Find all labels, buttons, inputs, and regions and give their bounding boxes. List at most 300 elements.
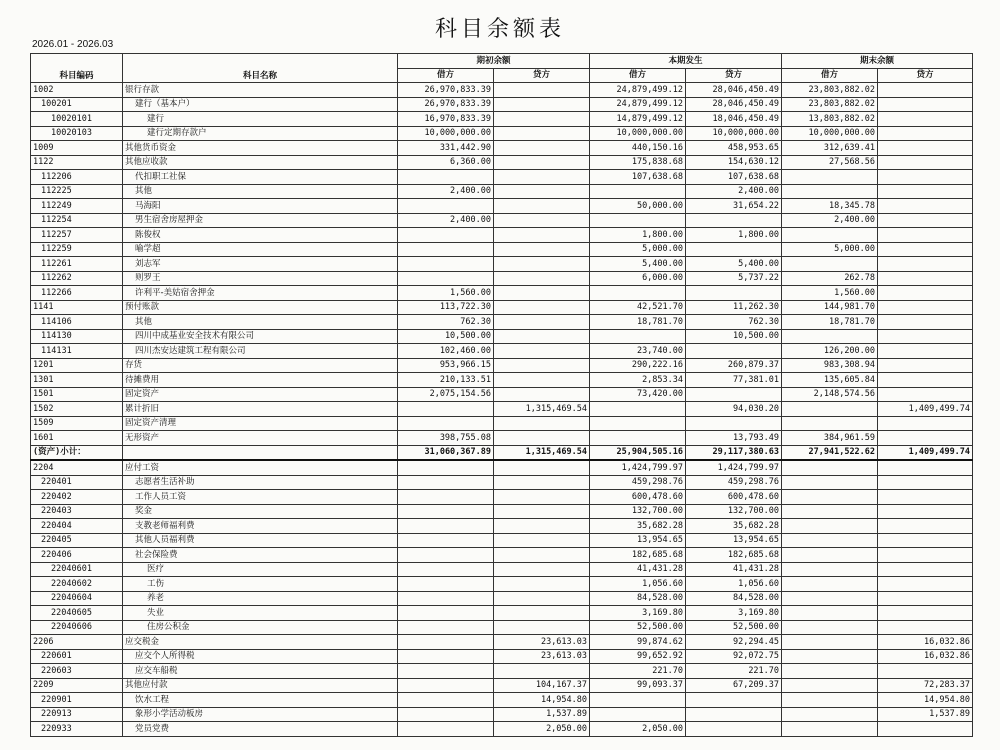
- closing-debit-cell: 5,000.00: [782, 242, 878, 257]
- current-credit-cell: 92,294.45: [686, 635, 782, 650]
- opening-credit-cell: [494, 141, 590, 156]
- opening-debit-cell: 113,722.30: [398, 300, 494, 315]
- current-debit-cell: 42,521.70: [590, 300, 686, 315]
- current-debit-cell: 50,000.00: [590, 199, 686, 214]
- account-name-cell: 四川中成基业安全技术有限公司: [123, 329, 398, 344]
- opening-credit-cell: [494, 242, 590, 257]
- account-name-cell: 其他应付款: [123, 678, 398, 693]
- opening-debit-cell: 2,400.00: [398, 213, 494, 228]
- header-closing-credit: 贷方: [878, 68, 973, 83]
- current-credit-cell: 1,424,799.97: [686, 460, 782, 475]
- current-credit-cell: 31,654.22: [686, 199, 782, 214]
- table-body: [31, 83, 973, 737]
- opening-credit-cell: [494, 286, 590, 301]
- header-name: 科目名称: [123, 54, 398, 83]
- account-code-cell: 220603: [31, 664, 123, 679]
- account-code-cell: 112254: [31, 213, 123, 228]
- table-row: [31, 373, 973, 388]
- table-row: [31, 97, 973, 112]
- closing-debit-cell: [782, 533, 878, 548]
- closing-debit-cell: [782, 504, 878, 519]
- closing-credit-cell: [878, 387, 973, 402]
- closing-credit-cell: [878, 591, 973, 606]
- closing-credit-cell: 72,283.37: [878, 678, 973, 693]
- account-code-cell: 112249: [31, 199, 123, 214]
- closing-debit-cell: 10,000,000.00: [782, 126, 878, 141]
- current-debit-cell: 18,781.70: [590, 315, 686, 330]
- closing-credit-cell: [878, 170, 973, 185]
- opening-credit-cell: [494, 228, 590, 243]
- closing-debit-cell: [782, 170, 878, 185]
- opening-debit-cell: [398, 490, 494, 505]
- opening-credit-cell: 1,315,469.54: [494, 445, 590, 460]
- opening-credit-cell: [494, 519, 590, 534]
- current-debit-cell: 73,420.00: [590, 387, 686, 402]
- table-row: [31, 387, 973, 402]
- closing-credit-cell: [878, 475, 973, 490]
- opening-credit-cell: [494, 562, 590, 577]
- balance-table: [30, 53, 973, 737]
- table-row: [31, 112, 973, 127]
- opening-credit-cell: 2,050.00: [494, 722, 590, 737]
- opening-credit-cell: [494, 358, 590, 373]
- opening-credit-cell: [494, 373, 590, 388]
- opening-debit-cell: 2,400.00: [398, 184, 494, 199]
- closing-debit-cell: [782, 606, 878, 621]
- current-credit-cell: [686, 344, 782, 359]
- account-code-cell: 220405: [31, 533, 123, 548]
- opening-debit-cell: [398, 416, 494, 431]
- account-name-cell: 应交个人所得税: [123, 649, 398, 664]
- account-name-cell: 志愿者生活补助: [123, 475, 398, 490]
- closing-debit-cell: 13,803,882.02: [782, 112, 878, 127]
- closing-debit-cell: 27,941,522.62: [782, 445, 878, 460]
- current-credit-cell: 41,431.28: [686, 562, 782, 577]
- closing-debit-cell: 1,560.00: [782, 286, 878, 301]
- account-name-cell: 象形小学活动板房: [123, 707, 398, 722]
- current-credit-cell: [686, 242, 782, 257]
- table-row: [31, 83, 973, 98]
- table-row: [31, 504, 973, 519]
- account-name-cell: 喻学超: [123, 242, 398, 257]
- current-credit-cell: [686, 707, 782, 722]
- current-credit-cell: 458,953.65: [686, 141, 782, 156]
- table-row: [31, 693, 973, 708]
- account-name-cell: 刘志军: [123, 257, 398, 272]
- current-credit-cell: 52,500.00: [686, 620, 782, 635]
- closing-debit-cell: 126,200.00: [782, 344, 878, 359]
- current-debit-cell: 182,685.68: [590, 548, 686, 563]
- closing-debit-cell: [782, 475, 878, 490]
- current-debit-cell: [590, 707, 686, 722]
- closing-debit-cell: [782, 329, 878, 344]
- opening-credit-cell: [494, 591, 590, 606]
- closing-debit-cell: [782, 693, 878, 708]
- account-name-cell: 其他人员福利费: [123, 533, 398, 548]
- opening-credit-cell: [494, 271, 590, 286]
- current-credit-cell: 84,528.00: [686, 591, 782, 606]
- table-row: [31, 445, 973, 460]
- closing-debit-cell: [782, 591, 878, 606]
- current-credit-cell: [686, 722, 782, 737]
- header-current-credit: 贷方: [686, 68, 782, 83]
- account-name-cell: 固定资产: [123, 387, 398, 402]
- account-name-cell: 建行: [123, 112, 398, 127]
- account-code-cell: 112262: [31, 271, 123, 286]
- closing-credit-cell: [878, 97, 973, 112]
- table-row: [31, 635, 973, 650]
- current-debit-cell: [590, 416, 686, 431]
- account-name-cell: 许利平-美姑宿舍押金: [123, 286, 398, 301]
- current-debit-cell: 1,424,799.97: [590, 460, 686, 475]
- account-code-cell: 220402: [31, 490, 123, 505]
- opening-credit-cell: [494, 213, 590, 228]
- account-code-cell: 220933: [31, 722, 123, 737]
- closing-debit-cell: [782, 620, 878, 635]
- account-code-cell: 1002: [31, 83, 123, 98]
- current-debit-cell: 5,000.00: [590, 242, 686, 257]
- account-code-cell: 1141: [31, 300, 123, 315]
- current-credit-cell: 94,030.20: [686, 402, 782, 417]
- account-name-cell: 陈俊权: [123, 228, 398, 243]
- closing-debit-cell: 144,981.70: [782, 300, 878, 315]
- opening-debit-cell: [398, 271, 494, 286]
- account-name-cell: 医疗: [123, 562, 398, 577]
- opening-debit-cell: [398, 606, 494, 621]
- closing-debit-cell: [782, 228, 878, 243]
- current-debit-cell: 221.70: [590, 664, 686, 679]
- current-debit-cell: 41,431.28: [590, 562, 686, 577]
- current-debit-cell: 52,500.00: [590, 620, 686, 635]
- account-name-cell: 男生宿舍房屋押金: [123, 213, 398, 228]
- account-code-cell: 10020103: [31, 126, 123, 141]
- opening-credit-cell: [494, 155, 590, 170]
- current-credit-cell: [686, 387, 782, 402]
- closing-debit-cell: 384,961.59: [782, 431, 878, 446]
- opening-debit-cell: 10,500.00: [398, 329, 494, 344]
- closing-debit-cell: [782, 635, 878, 650]
- account-name-cell: 养老: [123, 591, 398, 606]
- account-name-cell: 四川杰安达建筑工程有限公司: [123, 344, 398, 359]
- current-credit-cell: 154,630.12: [686, 155, 782, 170]
- closing-debit-cell: [782, 402, 878, 417]
- opening-debit-cell: [398, 591, 494, 606]
- closing-debit-cell: 983,308.94: [782, 358, 878, 373]
- header-code: 科目编码: [31, 54, 123, 83]
- table-row: [31, 300, 973, 315]
- current-credit-cell: 67,209.37: [686, 678, 782, 693]
- account-name-cell: 应交税金: [123, 635, 398, 650]
- opening-credit-cell: 1,537.89: [494, 707, 590, 722]
- closing-debit-cell: [782, 257, 878, 272]
- opening-credit-cell: [494, 620, 590, 635]
- account-name-cell: 住房公积金: [123, 620, 398, 635]
- current-credit-cell: 29,117,380.63: [686, 445, 782, 460]
- current-credit-cell: [686, 416, 782, 431]
- account-code-cell: 22040605: [31, 606, 123, 621]
- header-closing-debit: 借方: [782, 68, 878, 83]
- closing-debit-cell: [782, 460, 878, 475]
- opening-debit-cell: [398, 562, 494, 577]
- account-name-cell: 马海阳: [123, 199, 398, 214]
- closing-debit-cell: 2,400.00: [782, 213, 878, 228]
- opening-credit-cell: [494, 475, 590, 490]
- opening-credit-cell: 1,315,469.54: [494, 402, 590, 417]
- closing-credit-cell: [878, 504, 973, 519]
- current-debit-cell: 107,638.68: [590, 170, 686, 185]
- current-credit-cell: [686, 286, 782, 301]
- closing-credit-cell: [878, 519, 973, 534]
- closing-credit-cell: [878, 722, 973, 737]
- current-credit-cell: 1,800.00: [686, 228, 782, 243]
- current-debit-cell: 5,400.00: [590, 257, 686, 272]
- account-code-cell: 2206: [31, 635, 123, 650]
- account-code-cell: 2204: [31, 460, 123, 475]
- opening-credit-cell: 23,613.03: [494, 649, 590, 664]
- account-code-cell: 10020101: [31, 112, 123, 127]
- table-row: [31, 329, 973, 344]
- table-row: [31, 141, 973, 156]
- closing-credit-cell: [878, 228, 973, 243]
- closing-credit-cell: [878, 213, 973, 228]
- opening-credit-cell: [494, 83, 590, 98]
- closing-credit-cell: [878, 257, 973, 272]
- closing-debit-cell: [782, 678, 878, 693]
- opening-credit-cell: [494, 97, 590, 112]
- table-row: [31, 213, 973, 228]
- current-credit-cell: 92,072.75: [686, 649, 782, 664]
- closing-debit-cell: 18,781.70: [782, 315, 878, 330]
- current-debit-cell: 6,000.00: [590, 271, 686, 286]
- current-debit-cell: 99,874.62: [590, 635, 686, 650]
- closing-credit-cell: [878, 199, 973, 214]
- closing-debit-cell: [782, 649, 878, 664]
- account-code-cell: (资产)小计：: [31, 445, 123, 460]
- opening-debit-cell: 10,000,000.00: [398, 126, 494, 141]
- opening-debit-cell: 762.30: [398, 315, 494, 330]
- opening-debit-cell: [398, 402, 494, 417]
- table-row: [31, 490, 973, 505]
- opening-credit-cell: [494, 664, 590, 679]
- account-name-cell: [123, 445, 398, 460]
- opening-credit-cell: [494, 199, 590, 214]
- current-credit-cell: 260,879.37: [686, 358, 782, 373]
- closing-debit-cell: [782, 707, 878, 722]
- closing-credit-cell: [878, 286, 973, 301]
- account-code-cell: 1122: [31, 155, 123, 170]
- opening-debit-cell: [398, 722, 494, 737]
- current-debit-cell: 175,838.68: [590, 155, 686, 170]
- opening-credit-cell: 104,167.37: [494, 678, 590, 693]
- account-code-cell: 22040601: [31, 562, 123, 577]
- closing-credit-cell: 14,954.80: [878, 693, 973, 708]
- opening-credit-cell: [494, 577, 590, 592]
- report-title: 科目余额表: [434, 17, 565, 42]
- opening-debit-cell: 1,560.00: [398, 286, 494, 301]
- account-code-cell: 2209: [31, 678, 123, 693]
- account-code-cell: 220601: [31, 649, 123, 664]
- current-debit-cell: 600,478.60: [590, 490, 686, 505]
- table-row: [31, 257, 973, 272]
- opening-debit-cell: [398, 664, 494, 679]
- closing-debit-cell: [782, 519, 878, 534]
- table-row: [31, 271, 973, 286]
- account-code-cell: 114130: [31, 329, 123, 344]
- closing-credit-cell: [878, 155, 973, 170]
- closing-credit-cell: [878, 373, 973, 388]
- closing-debit-cell: 18,345.78: [782, 199, 878, 214]
- account-name-cell: 其他: [123, 315, 398, 330]
- opening-debit-cell: 6,360.00: [398, 155, 494, 170]
- current-debit-cell: 25,904,505.16: [590, 445, 686, 460]
- table-row: [31, 184, 973, 199]
- account-name-cell: 失业: [123, 606, 398, 621]
- current-credit-cell: 132,700.00: [686, 504, 782, 519]
- closing-credit-cell: [878, 490, 973, 505]
- current-credit-cell: 18,046,450.49: [686, 112, 782, 127]
- opening-debit-cell: [398, 242, 494, 257]
- current-credit-cell: 10,000,000.00: [686, 126, 782, 141]
- account-name-cell: 固定资产清理: [123, 416, 398, 431]
- header-current-debit: 借方: [590, 68, 686, 83]
- closing-debit-cell: 312,639.41: [782, 141, 878, 156]
- opening-credit-cell: [494, 387, 590, 402]
- account-code-cell: 220913: [31, 707, 123, 722]
- table-row: [31, 416, 973, 431]
- current-credit-cell: 11,262.30: [686, 300, 782, 315]
- opening-credit-cell: 23,613.03: [494, 635, 590, 650]
- account-name-cell: 支教老师福利费: [123, 519, 398, 534]
- table-row: [31, 460, 973, 475]
- table-row: [31, 548, 973, 563]
- current-debit-cell: 440,150.16: [590, 141, 686, 156]
- opening-debit-cell: 953,966.15: [398, 358, 494, 373]
- closing-debit-cell: 27,568.56: [782, 155, 878, 170]
- account-name-cell: 则罗王: [123, 271, 398, 286]
- current-credit-cell: 5,737.22: [686, 271, 782, 286]
- account-code-cell: 112259: [31, 242, 123, 257]
- closing-credit-cell: [878, 184, 973, 199]
- current-credit-cell: 2,400.00: [686, 184, 782, 199]
- current-credit-cell: 13,954.65: [686, 533, 782, 548]
- current-credit-cell: 77,381.01: [686, 373, 782, 388]
- table-row: [31, 315, 973, 330]
- closing-credit-cell: [878, 562, 973, 577]
- header-current: 本期发生: [590, 54, 782, 69]
- opening-credit-cell: [494, 606, 590, 621]
- closing-debit-cell: [782, 548, 878, 563]
- opening-credit-cell: [494, 329, 590, 344]
- account-code-cell: 1201: [31, 358, 123, 373]
- closing-credit-cell: [878, 83, 973, 98]
- closing-credit-cell: [878, 620, 973, 635]
- account-name-cell: 建行（基本户）: [123, 97, 398, 112]
- opening-debit-cell: 398,755.08: [398, 431, 494, 446]
- table-row: [31, 664, 973, 679]
- current-debit-cell: [590, 693, 686, 708]
- current-debit-cell: 24,879,499.12: [590, 97, 686, 112]
- account-name-cell: 预付账款: [123, 300, 398, 315]
- current-debit-cell: 132,700.00: [590, 504, 686, 519]
- current-debit-cell: [590, 402, 686, 417]
- account-code-cell: 112261: [31, 257, 123, 272]
- opening-debit-cell: [398, 649, 494, 664]
- table-row: [31, 155, 973, 170]
- account-code-cell: 112257: [31, 228, 123, 243]
- current-debit-cell: 2,853.34: [590, 373, 686, 388]
- table-row: [31, 199, 973, 214]
- closing-debit-cell: [782, 562, 878, 577]
- table-row: [31, 126, 973, 141]
- closing-credit-cell: [878, 300, 973, 315]
- opening-debit-cell: 26,970,833.39: [398, 97, 494, 112]
- opening-credit-cell: [494, 315, 590, 330]
- account-code-cell: 114131: [31, 344, 123, 359]
- opening-debit-cell: [398, 475, 494, 490]
- closing-debit-cell: [782, 184, 878, 199]
- closing-credit-cell: 1,409,499.74: [878, 445, 973, 460]
- table-row: [31, 591, 973, 606]
- opening-debit-cell: [398, 504, 494, 519]
- account-name-cell: 其他货币资金: [123, 141, 398, 156]
- account-name-cell: 奖金: [123, 504, 398, 519]
- table-row: [31, 649, 973, 664]
- table-row: [31, 286, 973, 301]
- account-code-cell: 1502: [31, 402, 123, 417]
- account-code-cell: 112225: [31, 184, 123, 199]
- opening-debit-cell: [398, 257, 494, 272]
- closing-credit-cell: [878, 141, 973, 156]
- closing-debit-cell: [782, 416, 878, 431]
- account-code-cell: 114106: [31, 315, 123, 330]
- opening-credit-cell: [494, 548, 590, 563]
- table-row: [31, 242, 973, 257]
- closing-credit-cell: [878, 112, 973, 127]
- table-row: [31, 344, 973, 359]
- opening-debit-cell: [398, 460, 494, 475]
- current-credit-cell: 762.30: [686, 315, 782, 330]
- current-credit-cell: [686, 693, 782, 708]
- report-period: 2026.01 - 2026.03: [32, 39, 114, 50]
- closing-debit-cell: 23,803,882.02: [782, 97, 878, 112]
- closing-credit-cell: [878, 315, 973, 330]
- current-debit-cell: 84,528.00: [590, 591, 686, 606]
- account-name-cell: 银行存款: [123, 83, 398, 98]
- account-name-cell: 党员党费: [123, 722, 398, 737]
- opening-debit-cell: [398, 548, 494, 563]
- account-name-cell: 代扣职工社保: [123, 170, 398, 185]
- closing-credit-cell: 16,032.86: [878, 635, 973, 650]
- opening-credit-cell: [494, 490, 590, 505]
- opening-debit-cell: [398, 519, 494, 534]
- account-code-cell: 1509: [31, 416, 123, 431]
- opening-credit-cell: [494, 416, 590, 431]
- current-debit-cell: [590, 184, 686, 199]
- opening-debit-cell: [398, 533, 494, 548]
- opening-debit-cell: 331,442.90: [398, 141, 494, 156]
- closing-credit-cell: [878, 329, 973, 344]
- table-row: [31, 620, 973, 635]
- closing-credit-cell: [878, 358, 973, 373]
- current-debit-cell: 2,050.00: [590, 722, 686, 737]
- current-debit-cell: 10,000,000.00: [590, 126, 686, 141]
- opening-debit-cell: [398, 635, 494, 650]
- closing-credit-cell: [878, 271, 973, 286]
- header-opening-debit: 借方: [398, 68, 494, 83]
- current-debit-cell: 1,800.00: [590, 228, 686, 243]
- current-debit-cell: [590, 213, 686, 228]
- closing-credit-cell: [878, 533, 973, 548]
